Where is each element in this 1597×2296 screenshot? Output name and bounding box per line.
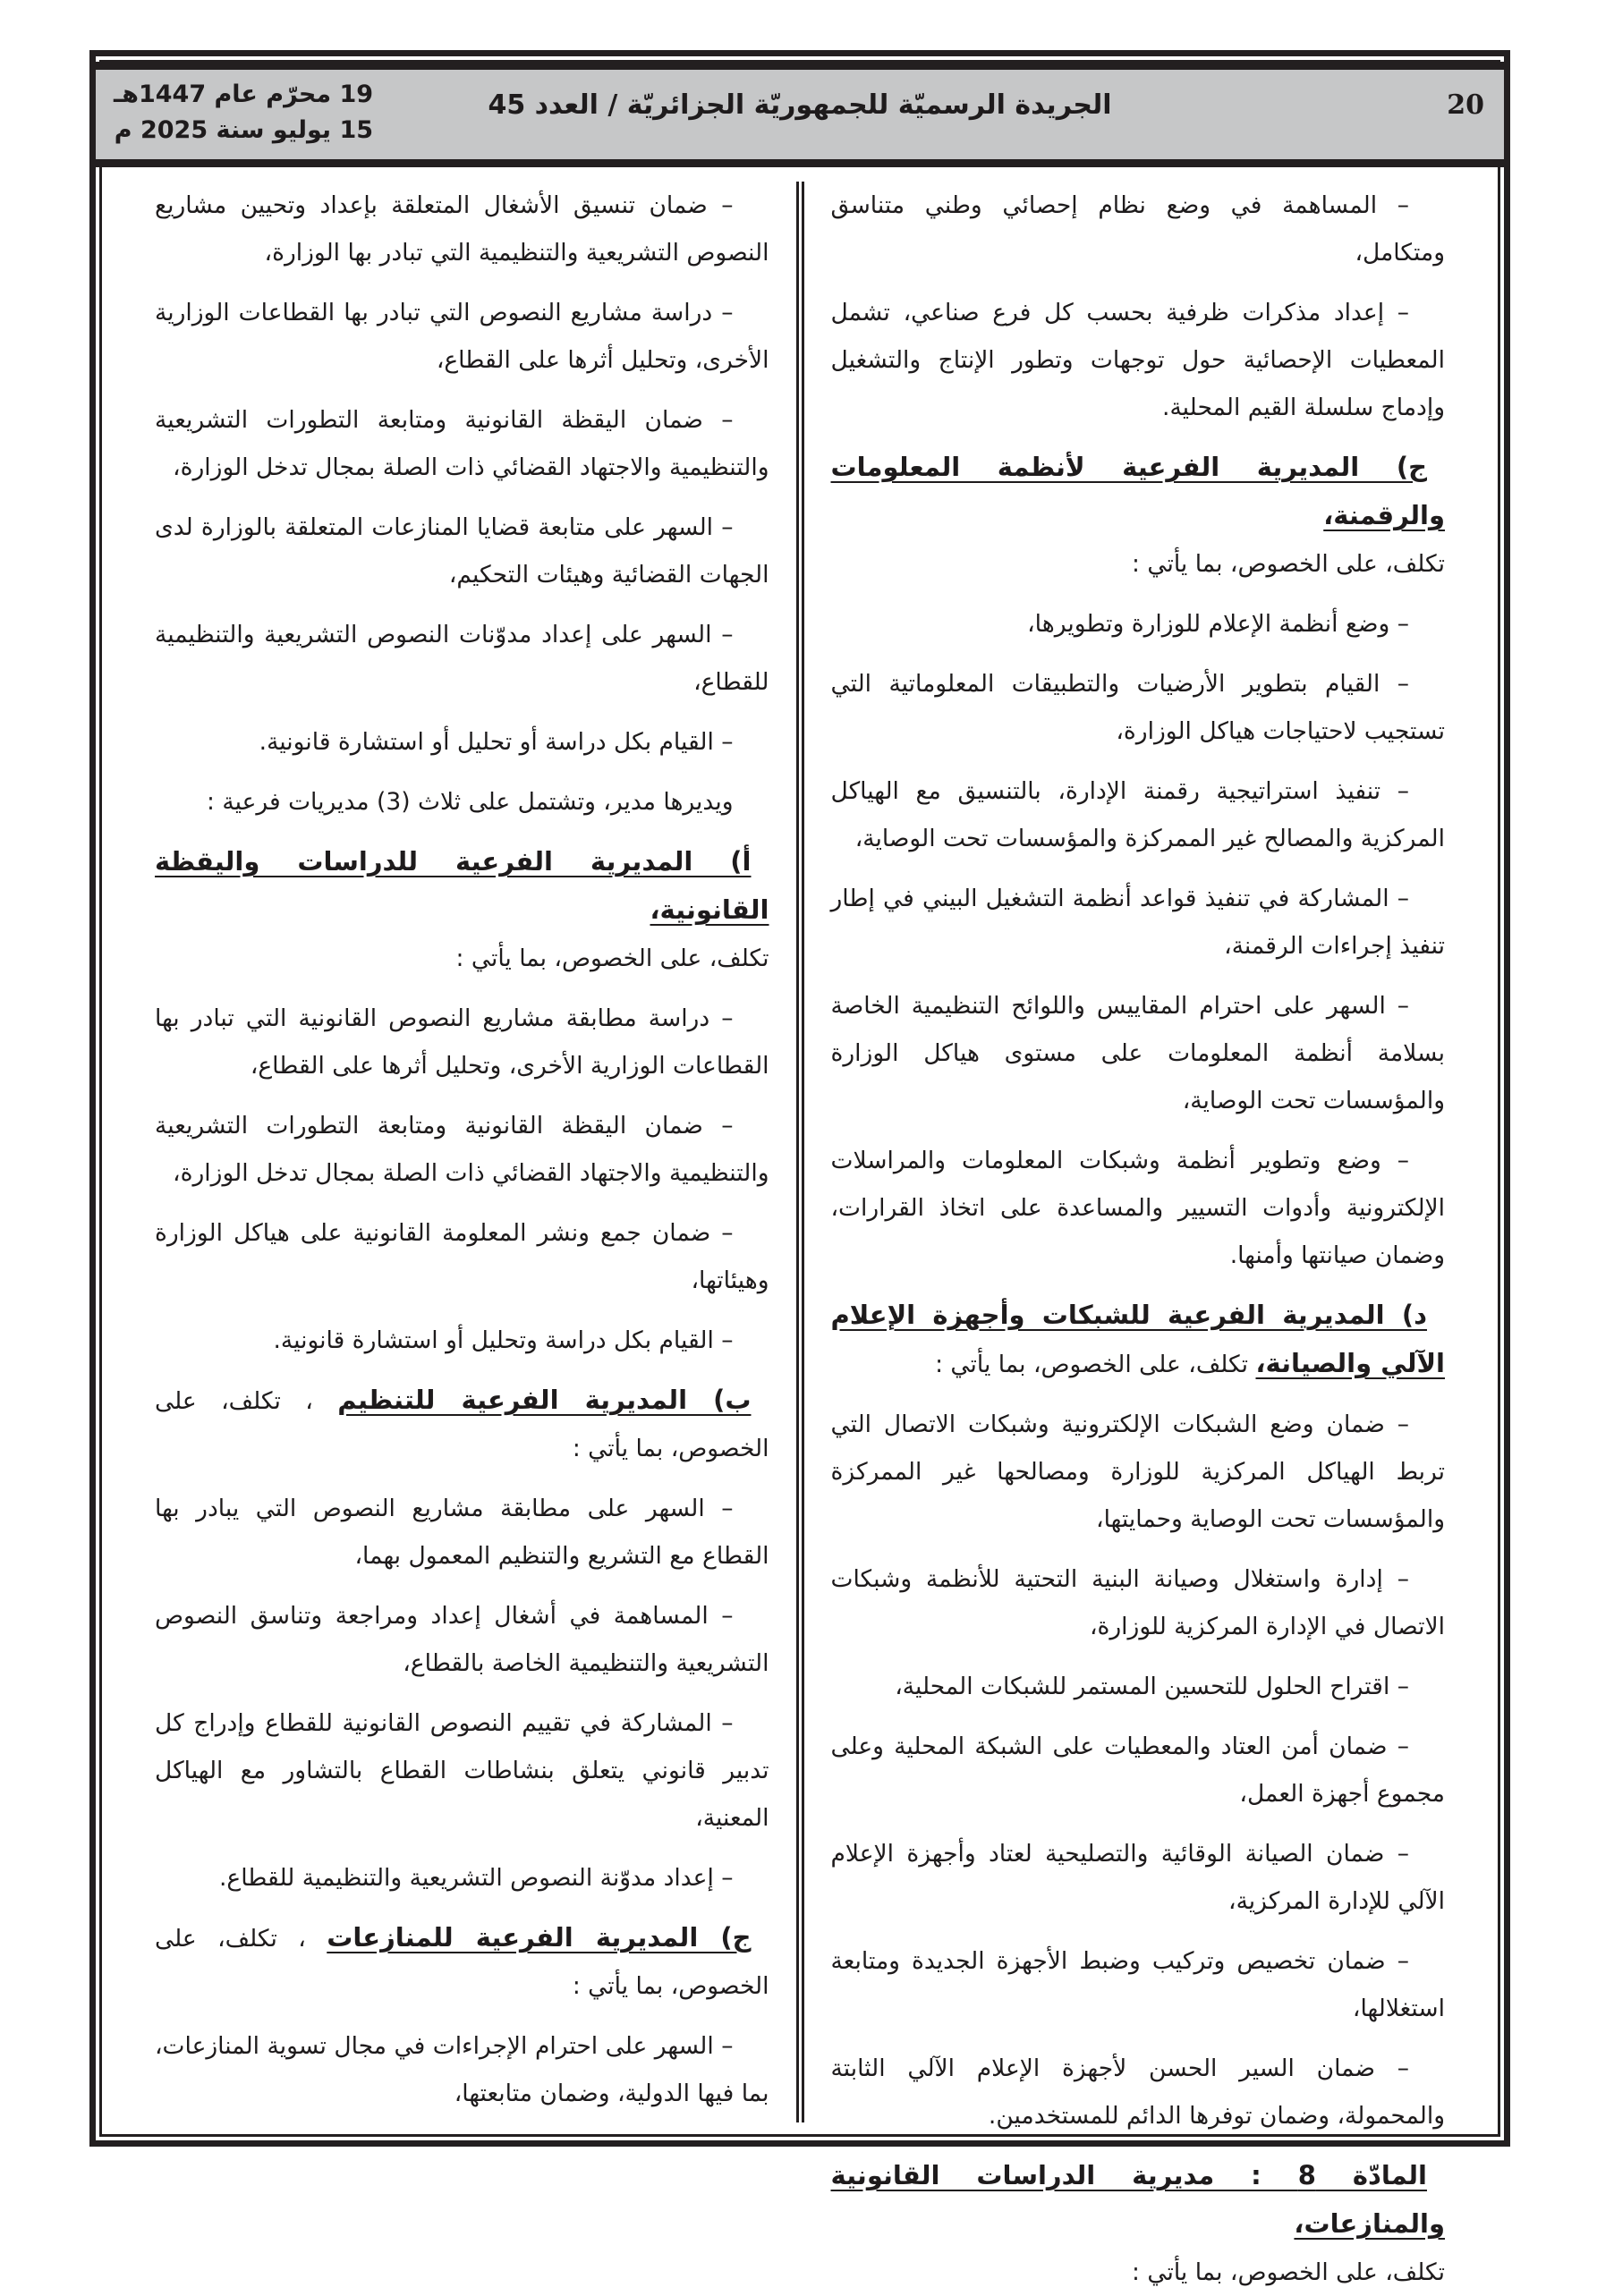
- list-item: – السهر على إعداد مدوّنات النصوص التشريعية والتنظيمية للقطاع،: [155, 621, 769, 696]
- section-heading: [831, 1292, 1446, 1388]
- heading-title: ج) المديرية الفرعية لأنظمة المعلومات والرقمنة،: [830, 452, 1445, 530]
- list-item: – السهر على احترام الإجراءات في مجال تسوية المنازعات، بما فيها الدولية، وضمان متابعتها،: [155, 2032, 769, 2107]
- section-heading: [155, 1377, 769, 1472]
- list-item: – تنفيذ استراتيجية رقمنة الإدارة، بالتنسيق مع الهياكل المركزية والمصالح غير الممركزة والمؤسسات تحت الوصاية،: [830, 777, 1445, 852]
- list-item: ويديرها مدير، وتشتمل على ثلاث (3) مديريات فرعية :: [207, 788, 734, 816]
- list-item: – ضمان السير الحسن لأجهزة الإعلام الآلي الثابتة والمحمولة، وضمان توفرها الدائم للمستخدمين.: [830, 2055, 1445, 2130]
- list-item: – دراسة مشاريع النصوص التي تبادر بها القطاعات الوزارية الأخرى، وتحليل أثرها على القطاع،: [155, 299, 769, 374]
- heading-title: د) المديرية الفرعية للشبكات وأجهزة الإعلام الآلي والصيانة،: [830, 1300, 1445, 1378]
- list-item: – ضمان تنسيق الأشغال المتعلقة بإعداد وتحيين مشاريع النصوص التشريعية والتنظيمية التي تبادر بها الوزارة،: [155, 191, 769, 267]
- list-item: – دراسة مطابقة مشاريع النصوص القانونية التي تبادر بها القطاعات الوزارية الأخرى، وتحليل أثرها على القطاع،: [155, 1004, 769, 1080]
- heading-text: تكلف، على الخصوص، بما يأتي :: [1132, 2258, 1445, 2286]
- list-item: – السهر على مطابقة مشاريع النصوص التي يبادر بها القطاع مع التشريع والتنظيم المعمول بهما،: [155, 1495, 769, 1570]
- heading-title: ج) المديرية الفرعية للمنازعات: [327, 1922, 752, 1953]
- list-item: – وضع أنظمة الإعلام للوزارة وتطويرها،: [1027, 610, 1409, 638]
- list-item: – ضمان تخصيص وتركيب وضبط الأجهزة الجديدة ومتابعة استغلالها،: [830, 1947, 1445, 2022]
- list-item: – المشاركة في تقييم النصوص القانونية للقطاع وإدراج كل تدبير قانوني يتعلق بنشاطات القطاع بالتشاور مع الهياكل المعنية،: [155, 1709, 769, 1832]
- heading-text: تكلف، على الخصوص، بما يأتي :: [455, 945, 769, 972]
- issue-date: [114, 77, 373, 148]
- left-column: [132, 182, 793, 2122]
- section-heading: [831, 2152, 1446, 2296]
- page-number: 20: [1447, 89, 1484, 121]
- heading-text: ، تكلف، على الخصوص، بما يأتي :: [155, 1387, 769, 1462]
- list-item: – ضمان أمن العتاد والمعطيات على الشبكة المحلية وعلى مجموع أجهزة العمل،: [830, 1733, 1445, 1808]
- list-item: – القيام بكل دراسة أو تحليل أو استشارة قانونية.: [259, 728, 734, 756]
- list-item: – ضمان جمع ونشر المعلومة القانونية على هياكل الوزارة وهيئاتها،: [155, 1219, 769, 1294]
- list-item: – ضمان الصيانة الوقائية والتصليحية لعتاد وأجهزة الإعلام الآلي للإدارة المركزية،: [830, 1840, 1445, 1915]
- section-heading: [155, 1914, 769, 2010]
- heading-title: المادّة 8 : مديرية الدراسات القانونية والمنازعات،: [830, 2160, 1445, 2239]
- list-item: – السهر على احترام المقاييس واللوائح التنظيمية الخاصة بسلامة أنظمة المعلومات على مستوى هياكل الوزارة والمؤسسات تحت الوصاية،: [830, 992, 1445, 1114]
- body-columns: [132, 182, 1468, 2286]
- list-item: – القيام بكل دراسة وتحليل أو استشارة قانونية.: [273, 1326, 734, 1354]
- gazette-title: الجريدة الرسميّة للجمهوريّة الجزائريّة / العدد 45: [488, 89, 1112, 121]
- list-item: – المشاركة في تنفيذ قواعد أنظمة التشغيل البيني في إطار تنفيذ إجراءات الرقمنة،: [830, 885, 1445, 960]
- list-item: – ضمان اليقظة القانونية ومتابعة التطورات التشريعية والتنظيمية والاجتهاد القضائي ذات الصلة بمجال تدخل الوزارة،: [155, 406, 769, 481]
- section-heading: [831, 444, 1446, 588]
- right-column: [808, 182, 1469, 2286]
- heading-title: ب) المديرية الفرعية للتنظيم: [337, 1385, 752, 1415]
- list-item: – القيام بتطوير الأرضيات والتطبيقات المعلوماتية التي تستجيب لاحتياجات هياكل الوزارة،: [830, 670, 1445, 745]
- date-hijri: 19 محرّم عام 1447هـ: [114, 80, 374, 108]
- list-item: – السهر على متابعة قضايا المنازعات المتعلقة بالوزارة لدى الجهات القضائية وهيئات التحكيم،: [155, 513, 769, 589]
- list-item: – ضمان اليقظة القانونية ومتابعة التطورات التشريعية والتنظيمية والاجتهاد القضائي ذات الصلة بمجال تدخل الوزارة،: [155, 1112, 769, 1187]
- list-item: – المساهمة في وضع نظام إحصائي وطني متناسق ومتكامل،: [830, 191, 1445, 267]
- list-item: – المساهمة في أشغال إعداد ومراجعة وتناسق النصوص التشريعية والتنظيمية الخاصة بالقطاع،: [155, 1602, 769, 1677]
- heading-title: أ) المديرية الفرعية للدراسات واليقظة القانونية،: [155, 846, 769, 925]
- heading-text: ، تكلف، على الخصوص، بما يأتي :: [155, 1925, 769, 2000]
- list-item: – إعداد مدوّنة النصوص التشريعية والتنظيمية للقطاع.: [218, 1864, 734, 1892]
- heading-text: تكلف، على الخصوص، بما يأتي :: [1132, 550, 1445, 578]
- list-item: – اقتراح الحلول للتحسين المستمر للشبكات المحلية،: [895, 1673, 1409, 1700]
- section-heading: [155, 838, 769, 982]
- list-item: – ضمان وضع الشبكات الإلكترونية وشبكات الاتصال التي تربط الهياكل المركزية للوزارة ومصالحها غير الممركزة والمؤسسات تحت الوصاية وحمايتها،: [830, 1411, 1445, 1533]
- list-item: – وضع وتطوير أنظمة وشبكات المعلومات والمراسلات الإلكترونية وأدوات التسيير والمساعدة على اتخاذ القرارات، وضمان صيانتها وأمنها.: [830, 1147, 1445, 1269]
- list-item: – إدارة واستغلال وصيانة البنية التحتية للأنظمة وشبكات الاتصال في الإدارة المركزية للوزارة،: [830, 1565, 1445, 1640]
- page-header: [96, 62, 1504, 167]
- list-item: – إعداد مذكرات ظرفية بحسب كل فرع صناعي، تشمل المعطيات الإحصائية حول توجهات وتطور الإنتاج والتشغيل وإدماج سلسلة القيم المحلية.: [830, 299, 1445, 421]
- date-gregorian: 15 يوليو سنة 2025 م: [114, 116, 374, 144]
- page-frame: [89, 50, 1510, 2286]
- column-divider: [796, 182, 804, 2122]
- heading-text: تكلف، على الخصوص، بما يأتي :: [935, 1351, 1249, 1378]
